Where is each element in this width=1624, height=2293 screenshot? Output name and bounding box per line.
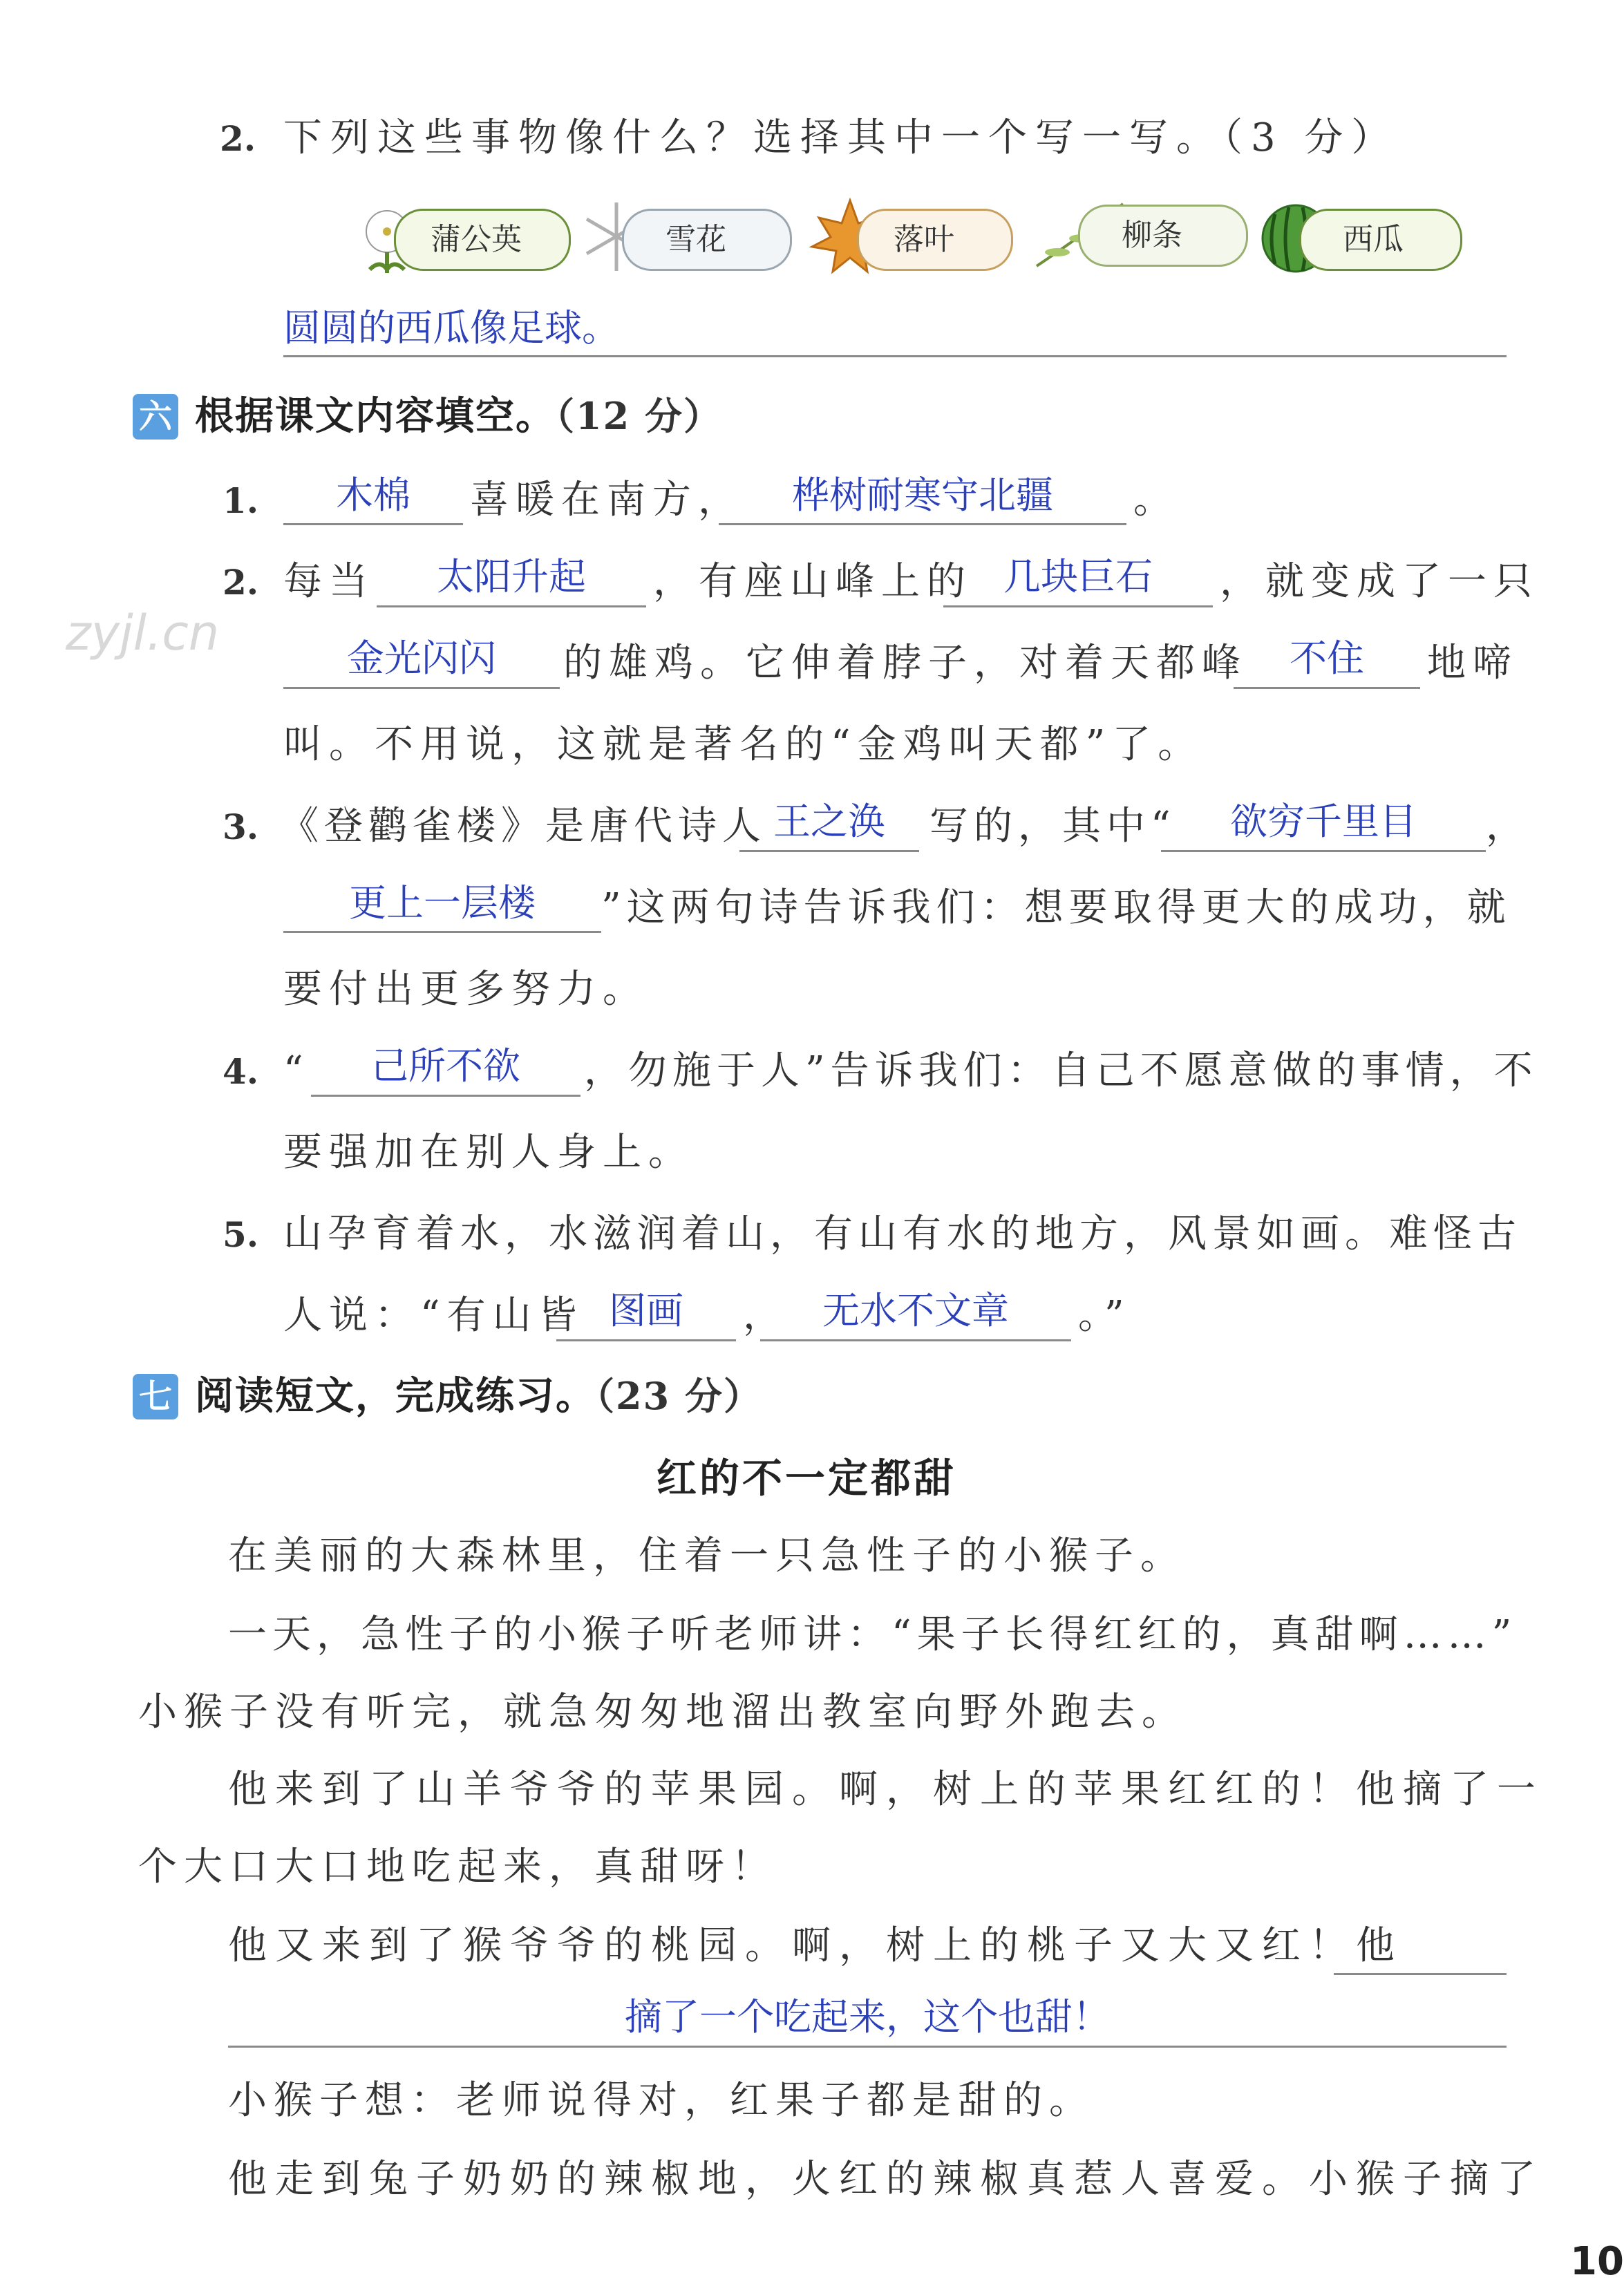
q2-item-label: 蒲公英 bbox=[394, 209, 571, 271]
page-number: 10 bbox=[1570, 2239, 1624, 2284]
q6-2-text-1: 每当 bbox=[283, 559, 375, 604]
q2-item-label: 落叶 bbox=[857, 209, 1013, 271]
passage-paragraph-2a: 一天，急性子的小猴子听老师讲：“果子长得红红的，真甜啊……” bbox=[228, 1612, 1518, 1657]
q6-2-text-3: ，就变成了一只 bbox=[1220, 559, 1539, 604]
q6-4-answer-1: 己所不欲 bbox=[371, 1044, 520, 1088]
q6-4-number: 4. bbox=[223, 1051, 259, 1092]
q6-3-blank-3[interactable] bbox=[283, 931, 601, 933]
q6-2-text-2: ，有座山峰上的 bbox=[653, 559, 972, 604]
q6-2-text-4: 的雄鸡。它伸着脖子，对着天都峰 bbox=[563, 641, 1247, 686]
q6-3-text-2: 写的，其中“ bbox=[929, 804, 1176, 849]
q2-item-label: 雪花 bbox=[622, 209, 792, 271]
q2-number: 2. bbox=[220, 118, 256, 159]
q6-2-blank-4[interactable] bbox=[1234, 687, 1420, 689]
q6-1-blank-1[interactable] bbox=[283, 523, 463, 525]
q6-2-text-5: 地啼 bbox=[1427, 641, 1518, 686]
q6-5-number: 5. bbox=[223, 1214, 259, 1255]
q2-item-label: 柳条 bbox=[1078, 205, 1248, 267]
q6-2-answer-1: 太阳升起 bbox=[437, 555, 586, 598]
q6-2-number: 2. bbox=[223, 562, 259, 603]
q6-1-number: 1. bbox=[223, 480, 259, 521]
q6-2-answer-4: 不住 bbox=[1290, 636, 1364, 680]
q6-2-blank-2[interactable] bbox=[943, 605, 1213, 607]
q6-3-blank-1[interactable] bbox=[739, 850, 919, 852]
passage-paragraph-3a: 他来到了山羊爷爷的苹果园。啊，树上的苹果红红的！他摘了一 bbox=[228, 1767, 1544, 1812]
q6-5-blank-1[interactable] bbox=[556, 1339, 736, 1341]
section-6-badge: 六 bbox=[133, 394, 178, 440]
passage-paragraph-6: 他走到兔子奶奶的辣椒地，火红的辣椒真惹人喜爱。小猴子摘了 bbox=[228, 2157, 1544, 2202]
q6-5-answer-2: 无水不文章 bbox=[822, 1289, 1009, 1332]
q2-prompt: 下列这些事物像什么？选择其中一个写一写。（3 分） bbox=[283, 115, 1399, 160]
q6-2-blank-1[interactable] bbox=[377, 605, 646, 607]
passage-blank-line-1[interactable] bbox=[1334, 1973, 1507, 1975]
section-7-heading: 阅读短文，完成练习。（23 分） bbox=[195, 1374, 762, 1419]
q6-5-text-3: ， bbox=[743, 1293, 789, 1338]
q6-3-answer-2: 欲穷千里目 bbox=[1230, 800, 1417, 843]
passage-paragraph-4: 他又来到了猴爷爷的桃园。啊，树上的桃子又大又红！他 bbox=[228, 1923, 1403, 1968]
q6-3-text-1: 《登鹳雀楼》是唐代诗人 bbox=[280, 804, 766, 849]
q6-4-text-3: 要强加在别人身上。 bbox=[283, 1130, 694, 1175]
q6-1-answer-2: 桦树耐寒守北疆 bbox=[792, 473, 1053, 517]
q6-2-answer-2: 几块巨石 bbox=[1003, 555, 1153, 598]
q6-4-text-2: ，勿施于人”告诉我们：自己不愿意做的事情，不 bbox=[584, 1048, 1538, 1093]
passage-title: 红的不一定都甜 bbox=[656, 1455, 956, 1502]
q6-1-text-1: 喜暖在南方， bbox=[470, 478, 744, 522]
q2-item-label: 西瓜 bbox=[1299, 209, 1462, 271]
q6-2-blank-3[interactable] bbox=[283, 687, 560, 689]
q6-4-blank-1[interactable] bbox=[311, 1095, 580, 1097]
q6-3-text-4: ”这两句诗告诉我们：想要取得更大的成功，就 bbox=[601, 885, 1511, 930]
q6-5-text-4: 。” bbox=[1078, 1293, 1131, 1338]
q6-5-text-2: 人说：“有山皆 bbox=[283, 1293, 584, 1338]
q6-2-text-6: 叫。不用说，这就是著名的“金鸡叫天都”了。 bbox=[283, 722, 1204, 767]
q2-answer: 圆圆的西瓜像足球。 bbox=[283, 306, 619, 350]
passage-paragraph-5: 小猴子想：老师说得对，红果子都是甜的。 bbox=[228, 2078, 1095, 2123]
q6-1-blank-2[interactable] bbox=[719, 523, 1126, 525]
q2-answer-line[interactable] bbox=[283, 355, 1507, 357]
q6-5-text-1: 山孕育着水，水滋润着山，有山有水的地方，风景如画。难怪古 bbox=[283, 1211, 1522, 1256]
q6-1-answer-1: 木棉 bbox=[336, 473, 410, 517]
q6-2-answer-3: 金光闪闪 bbox=[347, 636, 496, 680]
q6-3-answer-1: 王之涣 bbox=[773, 800, 885, 843]
passage-paragraph-3b: 个大口大口地吃起来，真甜呀！ bbox=[138, 1844, 777, 1889]
q6-5-answer-1: 图画 bbox=[609, 1289, 683, 1332]
section-6-heading: 根据课文内容填空。（12 分） bbox=[195, 394, 722, 439]
passage-paragraph-2b: 小猴子没有听完，就急匆匆地溜出教室向野外跑去。 bbox=[138, 1690, 1187, 1735]
q6-1-text-2: 。 bbox=[1133, 478, 1179, 522]
q6-3-text-5: 要付出更多努力。 bbox=[283, 967, 648, 1012]
q6-3-number: 3. bbox=[223, 806, 259, 847]
q6-3-answer-3: 更上一层楼 bbox=[349, 881, 536, 925]
section-7-badge: 七 bbox=[133, 1374, 178, 1419]
q6-3-text-3: ， bbox=[1486, 804, 1531, 849]
watermark: zyjl.cn bbox=[66, 605, 220, 661]
passage-paragraph-1: 在美丽的大森林里，住着一只急性子的小猴子。 bbox=[228, 1534, 1186, 1578]
passage-answer: 摘了一个吃起来，这个也甜！ bbox=[625, 1995, 1110, 2039]
passage-blank-line-2[interactable] bbox=[228, 2046, 1507, 2048]
q6-3-blank-2[interactable] bbox=[1161, 850, 1486, 852]
q6-5-blank-2[interactable] bbox=[760, 1339, 1071, 1341]
q6-4-text-1: “ bbox=[283, 1048, 310, 1093]
